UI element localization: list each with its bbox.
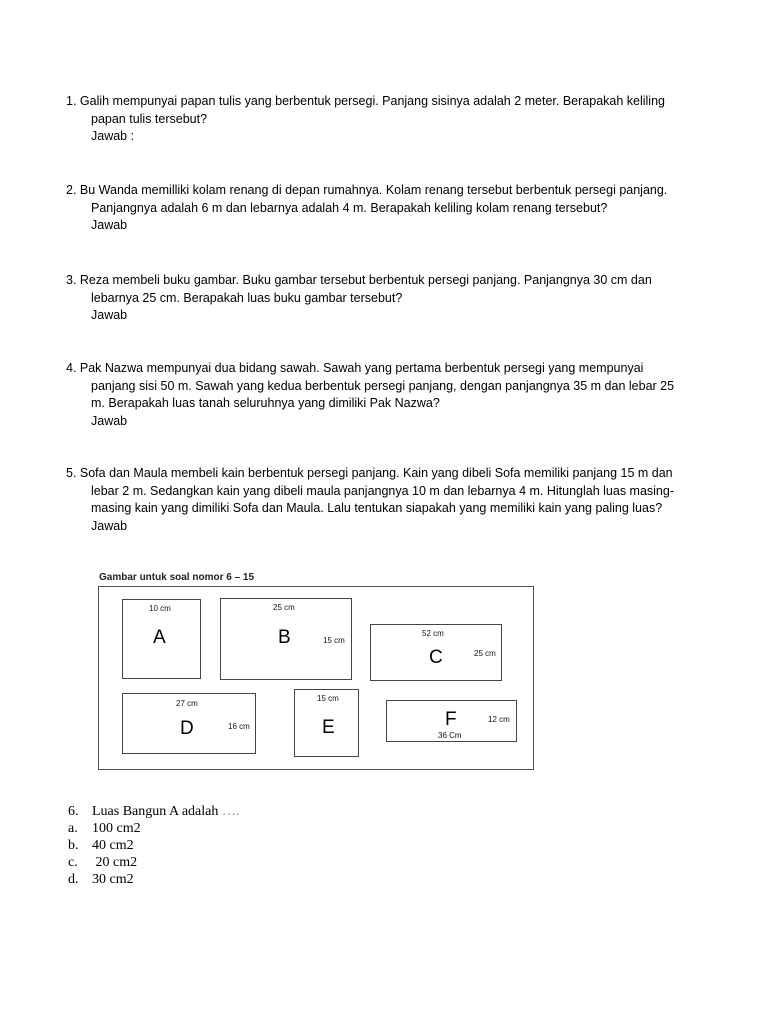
question-6-number: 6. bbox=[68, 804, 79, 819]
shape-a bbox=[122, 599, 201, 679]
question-1 bbox=[66, 93, 686, 146]
option-b[interactable] bbox=[68, 837, 239, 854]
option-d-text: 30 cm2 bbox=[92, 872, 134, 887]
shape-c-height-label: 25 cm bbox=[474, 649, 496, 658]
shape-e-letter: E bbox=[322, 717, 335, 738]
question-4-line-3: m. Berapakah luas tanah seluruhnya yang dimiliki Pak Nazwa? bbox=[91, 396, 440, 410]
question-6-ellipsis: …. bbox=[221, 804, 240, 819]
question-5-line-3: masing kain yang dimiliki Sofa dan Maula. Lalu tentukan siapakah yang memiliki kain yang paling luas? bbox=[91, 501, 663, 515]
shape-f-width-label: 36 Cm bbox=[438, 731, 462, 740]
shape-b-height-label: 15 cm bbox=[323, 636, 345, 645]
question-4-line-1: 4. Pak Nazwa mempunyai dua bidang sawah. Sawah yang pertama berbentuk persegi yang mempunyai bbox=[66, 361, 644, 375]
question-6-text: Luas Bangun A adalah bbox=[92, 804, 219, 819]
option-b-letter: b. bbox=[68, 838, 79, 853]
question-2-answer-label: Jawab bbox=[91, 218, 128, 232]
question-1-line-1: 1. Galih mempunyai papan tulis yang berbentuk persegi. Panjang sisinya adalah 2 meter. Berapakah keliling bbox=[66, 94, 665, 108]
question-5-answer-label: Jawab bbox=[91, 518, 128, 533]
question-2-line-2: Panjangnya adalah 6 m dan lebarnya adalah 4 m. Berapakah keliling kolam renang tersebut? bbox=[91, 200, 608, 215]
question-4-line-2: panjang sisi 50 m. Sawah yang kedua berbentuk persegi panjang, dengan panjangnya 35 m dan lebar 25 bbox=[91, 378, 675, 393]
question-2 bbox=[66, 182, 686, 235]
question-5 bbox=[66, 465, 686, 535]
option-a-text: 100 cm2 bbox=[92, 821, 141, 836]
shapes-figure bbox=[98, 586, 534, 770]
shape-d-letter: D bbox=[180, 718, 194, 739]
shape-b-width-label: 25 cm bbox=[273, 603, 295, 612]
shape-b-letter: B bbox=[278, 627, 291, 648]
question-6-stem bbox=[68, 803, 239, 820]
option-c-letter: c. bbox=[68, 855, 78, 870]
shape-a-width-label: 10 cm bbox=[149, 604, 171, 613]
question-4 bbox=[66, 360, 686, 430]
shape-d-height-label: 16 cm bbox=[228, 722, 250, 731]
question-3-answer-label: Jawab bbox=[91, 308, 128, 322]
question-3-line-1: 3. Reza membeli buku gambar. Buku gambar tersebut berbentuk persegi panjang. Panjangnya 30 cm dan bbox=[66, 273, 652, 287]
shape-e bbox=[294, 689, 359, 757]
option-d-letter: d. bbox=[68, 872, 79, 887]
question-2-line-1: 2. Bu Wanda memilliki kolam renang di depan rumahnya. Kolam renang tersebut berbentuk persegi panjang. bbox=[66, 183, 668, 197]
option-a-letter: a. bbox=[68, 821, 78, 836]
question-1-answer-label: Jawab : bbox=[91, 129, 135, 143]
shape-a-letter: A bbox=[153, 627, 166, 648]
option-d[interactable] bbox=[68, 871, 239, 888]
shape-f bbox=[386, 700, 517, 742]
shape-f-letter: F bbox=[445, 709, 457, 730]
shape-f-height-label: 12 cm bbox=[488, 715, 510, 724]
question-3 bbox=[66, 272, 686, 325]
question-1-line-2: papan tulis tersebut? bbox=[91, 111, 208, 126]
option-a[interactable] bbox=[68, 820, 239, 837]
shape-c-letter: C bbox=[429, 647, 443, 668]
option-b-text: 40 cm2 bbox=[92, 838, 134, 853]
question-3-line-2: lebarnya 25 cm. Berapakah luas buku gambar tersebut? bbox=[91, 290, 403, 305]
question-6 bbox=[68, 803, 239, 888]
shape-e-width-label: 15 cm bbox=[317, 694, 339, 703]
shape-d-width-label: 27 cm bbox=[176, 699, 198, 708]
question-5-line-2: lebar 2 m. Sedangkan kain yang dibeli maula panjangnya 10 m dan lebarnya 4 m. Hitunglah luas masing- bbox=[91, 483, 674, 498]
shape-b bbox=[220, 598, 352, 680]
shape-d bbox=[122, 693, 256, 754]
question-4-answer-label: Jawab bbox=[91, 413, 128, 428]
shape-c bbox=[370, 624, 502, 681]
option-c-text: 20 cm2 bbox=[92, 855, 138, 870]
figure-caption: Gambar untuk soal nomor 6 – 15 bbox=[99, 572, 255, 583]
question-5-line-1: 5. Sofa dan Maula membeli kain berbentuk persegi panjang. Kain yang dibeli Sofa memiliki panjang 15 m dan bbox=[66, 466, 673, 480]
option-c[interactable] bbox=[68, 854, 239, 871]
shape-c-width-label: 52 cm bbox=[422, 629, 444, 638]
